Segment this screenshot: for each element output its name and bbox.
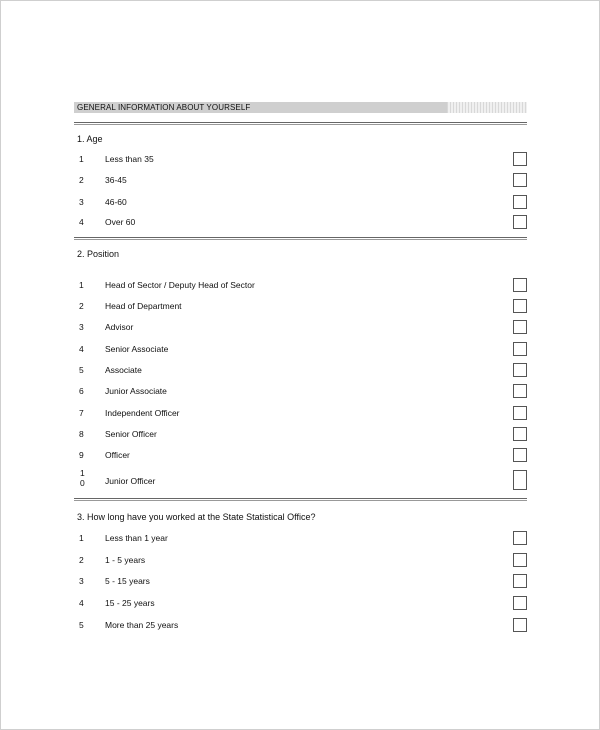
option-label: Over 60 [105, 217, 136, 227]
option-number-line1: 1 [80, 468, 85, 478]
question-3-title: 3. How long have you worked at the State Statistical Office? [77, 512, 316, 522]
q2-option-6-checkbox[interactable] [513, 384, 527, 398]
option-number: 5 [79, 620, 84, 630]
q2-option-3-checkbox[interactable] [513, 320, 527, 334]
q1-option-1 [1, 152, 600, 166]
q2-option-6 [1, 384, 600, 398]
option-number: 2 [79, 555, 84, 565]
option-number: 9 [79, 450, 84, 460]
option-label: 46-60 [105, 197, 127, 207]
q2-option-8-checkbox[interactable] [513, 427, 527, 441]
section-header [74, 102, 527, 113]
divider [74, 237, 527, 240]
q2-option-10-checkbox[interactable] [513, 470, 527, 490]
option-number: 4 [79, 598, 84, 608]
option-label: Associate [105, 365, 142, 375]
option-label: Independent Officer [105, 408, 180, 418]
option-label: Senior Officer [105, 429, 157, 439]
option-label: 36-45 [105, 175, 127, 185]
q3-option-3-checkbox[interactable] [513, 574, 527, 588]
q3-option-2 [1, 553, 600, 567]
option-number: 5 [79, 365, 84, 375]
option-number-line2: 0 [80, 478, 85, 488]
q2-option-5-checkbox[interactable] [513, 363, 527, 377]
section-header-title: GENERAL INFORMATION ABOUT YOURSELF [77, 103, 251, 112]
q2-option-2-checkbox[interactable] [513, 299, 527, 313]
header-stripes [447, 102, 527, 113]
question-2-title: 2. Position [77, 249, 120, 259]
q2-option-7-checkbox[interactable] [513, 406, 527, 420]
question-1-title: 1. Age [77, 134, 103, 144]
option-number: 2 [79, 301, 84, 311]
q3-option-1-checkbox[interactable] [513, 531, 527, 545]
divider [74, 498, 527, 501]
q1-option-2-checkbox[interactable] [513, 173, 527, 187]
q2-option-8 [1, 427, 600, 441]
q3-option-1 [1, 531, 600, 545]
option-number: 1 [79, 280, 84, 290]
q3-option-5 [1, 618, 600, 632]
q1-option-3-checkbox[interactable] [513, 195, 527, 209]
q1-option-4 [1, 215, 600, 229]
option-label: Less than 1 year [105, 533, 168, 543]
option-number: 3 [79, 197, 84, 207]
option-label: Advisor [105, 322, 134, 332]
q3-option-3 [1, 574, 600, 588]
option-number [80, 468, 88, 488]
option-label: Head of Department [105, 301, 182, 311]
q2-option-5 [1, 363, 600, 377]
q3-option-2-checkbox[interactable] [513, 553, 527, 567]
q1-option-2 [1, 173, 600, 187]
option-number: 1 [79, 154, 84, 164]
option-number: 1 [79, 533, 84, 543]
q2-option-9-checkbox[interactable] [513, 448, 527, 462]
q3-option-4-checkbox[interactable] [513, 596, 527, 610]
option-label: More than 25 years [105, 620, 179, 630]
q1-option-1-checkbox[interactable] [513, 152, 527, 166]
option-number: 7 [79, 408, 84, 418]
option-label: Junior Associate [105, 386, 167, 396]
q2-option-3 [1, 320, 600, 334]
divider [74, 122, 527, 125]
option-label: Head of Sector / Deputy Head of Sector [105, 280, 255, 290]
option-label: Junior Officer [105, 476, 156, 486]
q1-option-4-checkbox[interactable] [513, 215, 527, 229]
option-label: 1 - 5 years [105, 555, 146, 565]
option-label: Less than 35 [105, 154, 154, 164]
q2-option-1 [1, 278, 600, 292]
option-number: 4 [79, 344, 84, 354]
q2-option-9 [1, 448, 600, 462]
option-number: 8 [79, 429, 84, 439]
option-number: 3 [79, 322, 84, 332]
option-label: 5 - 15 years [105, 576, 150, 586]
option-label: Senior Associate [105, 344, 169, 354]
q2-option-10 [1, 468, 600, 488]
q1-option-3 [1, 195, 600, 209]
q3-option-5-checkbox[interactable] [513, 618, 527, 632]
q2-option-2 [1, 299, 600, 313]
q2-option-4 [1, 342, 600, 356]
q2-option-4-checkbox[interactable] [513, 342, 527, 356]
option-label: 15 - 25 years [105, 598, 155, 608]
option-number: 2 [79, 175, 84, 185]
option-number: 3 [79, 576, 84, 586]
q2-option-1-checkbox[interactable] [513, 278, 527, 292]
q2-option-7 [1, 406, 600, 420]
option-number: 6 [79, 386, 84, 396]
option-number: 4 [79, 217, 84, 227]
q3-option-4 [1, 596, 600, 610]
option-label: Officer [105, 450, 130, 460]
